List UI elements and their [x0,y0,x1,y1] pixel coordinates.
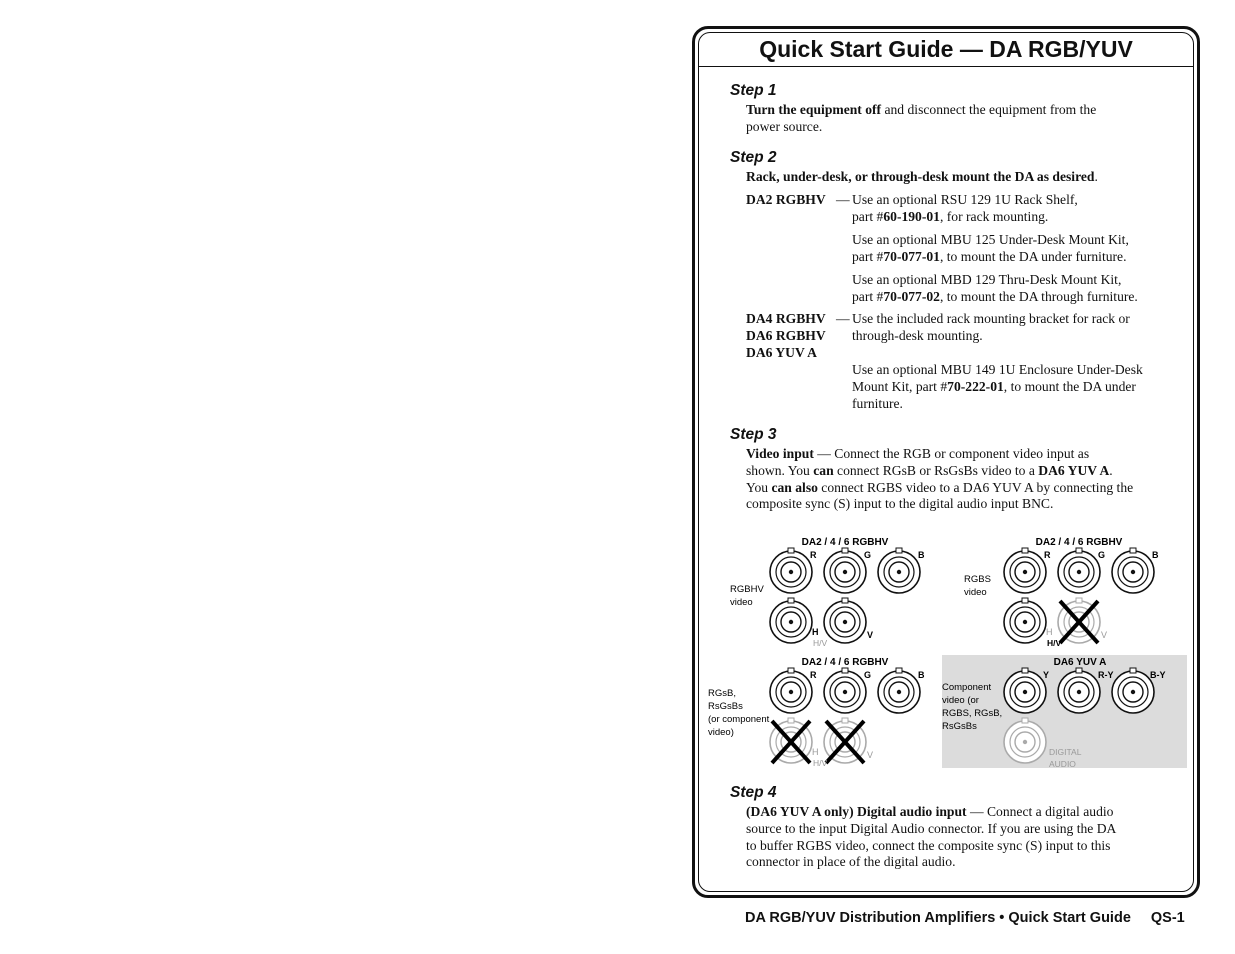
da6-label: DA6 RGBHV [746,327,826,343]
da2-label: DA2 RGBHV [746,192,826,207]
da2-c2-pre: part # [852,288,884,304]
step4-l2: source to the input Digital Audio connector. If you are using the DA [746,820,1117,836]
panel1-r: R [810,550,817,560]
panel3-hv: H/V [813,758,828,768]
panel2-hv: H/V [1047,638,1062,648]
step3-l2-b: connect RGsB or RsGsBs video to a [833,462,1039,478]
panel1-hv: H/V [813,638,828,648]
step4-l1-rest: — Connect a digital audio [966,804,1114,819]
da2-b2-post: , to mount the DA under furniture. [939,248,1127,264]
step3-l1-bold: Video input [746,446,814,461]
panel3-g: G [864,670,872,680]
panel4-title: DA6 YUV A [1053,657,1107,668]
step3-l2-can: can [813,462,834,478]
step3-l3-a: You [746,479,772,495]
panel4-y: Y [1043,670,1050,680]
da4-b2-part: 70-222-01 [947,378,1004,394]
panel3-h: H [812,747,819,757]
step4-body [746,804,1182,871]
da2-b2-part: 70-077-01 [883,248,940,264]
da2-c2-post: , to mount the DA through furniture. [939,288,1138,304]
step3-l3-b: connect RGBS video to a DA6 YUV A by connecting the [817,479,1134,495]
step3-l1-rest: — Connect the RGB or component video input as [813,446,1090,461]
panel4-caption3: RGBS, RGsB, [942,708,1003,719]
panel2-v: V [1101,630,1108,640]
da2-a2-post: , for rack mounting. [939,208,1049,224]
da4-b3: furniture. [852,395,903,411]
step1-heading: Step 1 [730,82,777,99]
bnc-connector-icon [824,668,866,713]
panel1-title: DA2 / 4 / 6 RGBHV [801,537,889,548]
page-number: QS-1 [1150,910,1185,926]
page-footer [745,910,1185,926]
da4-b1: Use an optional MBU 149 1U Enclosure Under-Desk [852,362,1143,377]
step3-heading: Step 3 [730,426,777,443]
panel3-caption2: RsGsBs [708,701,743,712]
panel2-h: H [1046,627,1053,637]
panel3-caption3: (or component [708,714,770,725]
panel4-caption4: RsGsBs [942,721,977,732]
bnc-connector-icon [770,668,812,713]
da2-a1: Use an optional RSU 129 1U Rack Shelf, [852,192,1078,207]
page-title: Quick Start Guide — DA RGB/YUV [759,36,1133,62]
panel3-caption4: video) [708,727,734,738]
bnc-connector-icon [824,598,866,643]
panel3-r: R [810,670,817,680]
panel4-audio1: DIGITAL [1049,747,1082,757]
panel1-caption1: RGBHV [730,584,764,595]
panel2-b: B [1152,550,1159,560]
panel2-r: R [1044,550,1051,560]
da4-dash: — [836,311,850,326]
step1-bold: Turn the equipment off [746,102,882,117]
da4-a2: through-desk mounting. [852,327,983,343]
step3-l3-bold: can also [771,479,818,495]
da2-dash: — [836,192,850,207]
footer-text: DA RGB/YUV Distribution Amplifiers • Quick Start Guide [745,910,1131,926]
da2-c2-part: 70-077-02 [883,288,940,304]
panel2-caption2: video [964,587,987,598]
step3-l2-end: . [1109,462,1113,478]
da4-b2-pre: Mount Kit, part # [852,378,948,394]
bnc-connector-icon [770,548,812,593]
step2-heading: Step 2 [730,149,777,166]
step4-l4: connector in place of the digital audio. [746,854,956,870]
panel2-caption1: RGBS [964,574,991,585]
step3-l2-a: shown. You [746,462,814,478]
step2-lead-end: . [1094,169,1098,184]
panel1-v: V [867,630,874,640]
panel3-title: DA2 / 4 / 6 RGBHV [801,657,889,668]
step4-heading: Step 4 [730,784,777,801]
panel4-ry: R-Y [1098,670,1114,680]
bnc-connector-icon [1058,548,1100,593]
panel3-v: V [867,750,874,760]
panel3-caption1: RGsB, [708,688,736,699]
bnc-connector-icon [1112,548,1154,593]
panel4-by: B-Y [1150,670,1166,680]
step4-l1-bold: (DA6 YUV A only) Digital audio input [746,804,967,819]
panel1-g: G [864,550,872,560]
bnc-connector-icon [878,668,920,713]
da2-b2-pre: part # [852,248,884,264]
bnc-connector-icon [878,548,920,593]
step2-lead-bold: Rack, under-desk, or through-desk mount the DA as desired [746,169,1095,184]
da4-b2-post: , to mount the DA under [1003,378,1136,394]
da2-c1: Use an optional MBD 129 Thru-Desk Mount Kit, [852,272,1122,287]
step4-l3: to buffer RGBS video, connect the composite sync (S) input to this [746,837,1111,853]
bnc-connector-icon [1004,598,1046,643]
da6yuv-label: DA6 YUV A [746,344,817,360]
panel4-caption2: video (or [942,695,979,706]
step1-rest1: and disconnect the equipment from the [881,102,1097,117]
step3-l2-model: DA6 YUV A [1038,462,1110,478]
bnc-connector-icon [770,598,812,643]
panel1-caption2: video [730,597,753,608]
panel2-g: G [1098,550,1106,560]
panel1-h: H [812,627,819,637]
da4-label: DA4 RGBHV [746,311,826,326]
da2-a2-part: 60-190-01 [883,208,940,224]
da2-b1: Use an optional MBU 125 Under-Desk Mount Kit, [852,232,1129,247]
panel1-b: B [918,550,925,560]
panel4-caption1: Component [942,682,992,693]
step1-rest2: power source. [746,118,823,134]
bnc-connector-icon [824,548,866,593]
da2-a2-pre: part # [852,208,884,224]
da4-a1: Use the included rack mounting bracket for rack or [852,311,1130,326]
panel3-b: B [918,670,925,680]
bnc-connector-icon [1004,548,1046,593]
step3-l4: composite sync (S) input to the digital audio input BNC. [746,496,1054,512]
panel2-title: DA2 / 4 / 6 RGBHV [1035,537,1123,548]
panel4-audio2: AUDIO [1049,759,1076,769]
